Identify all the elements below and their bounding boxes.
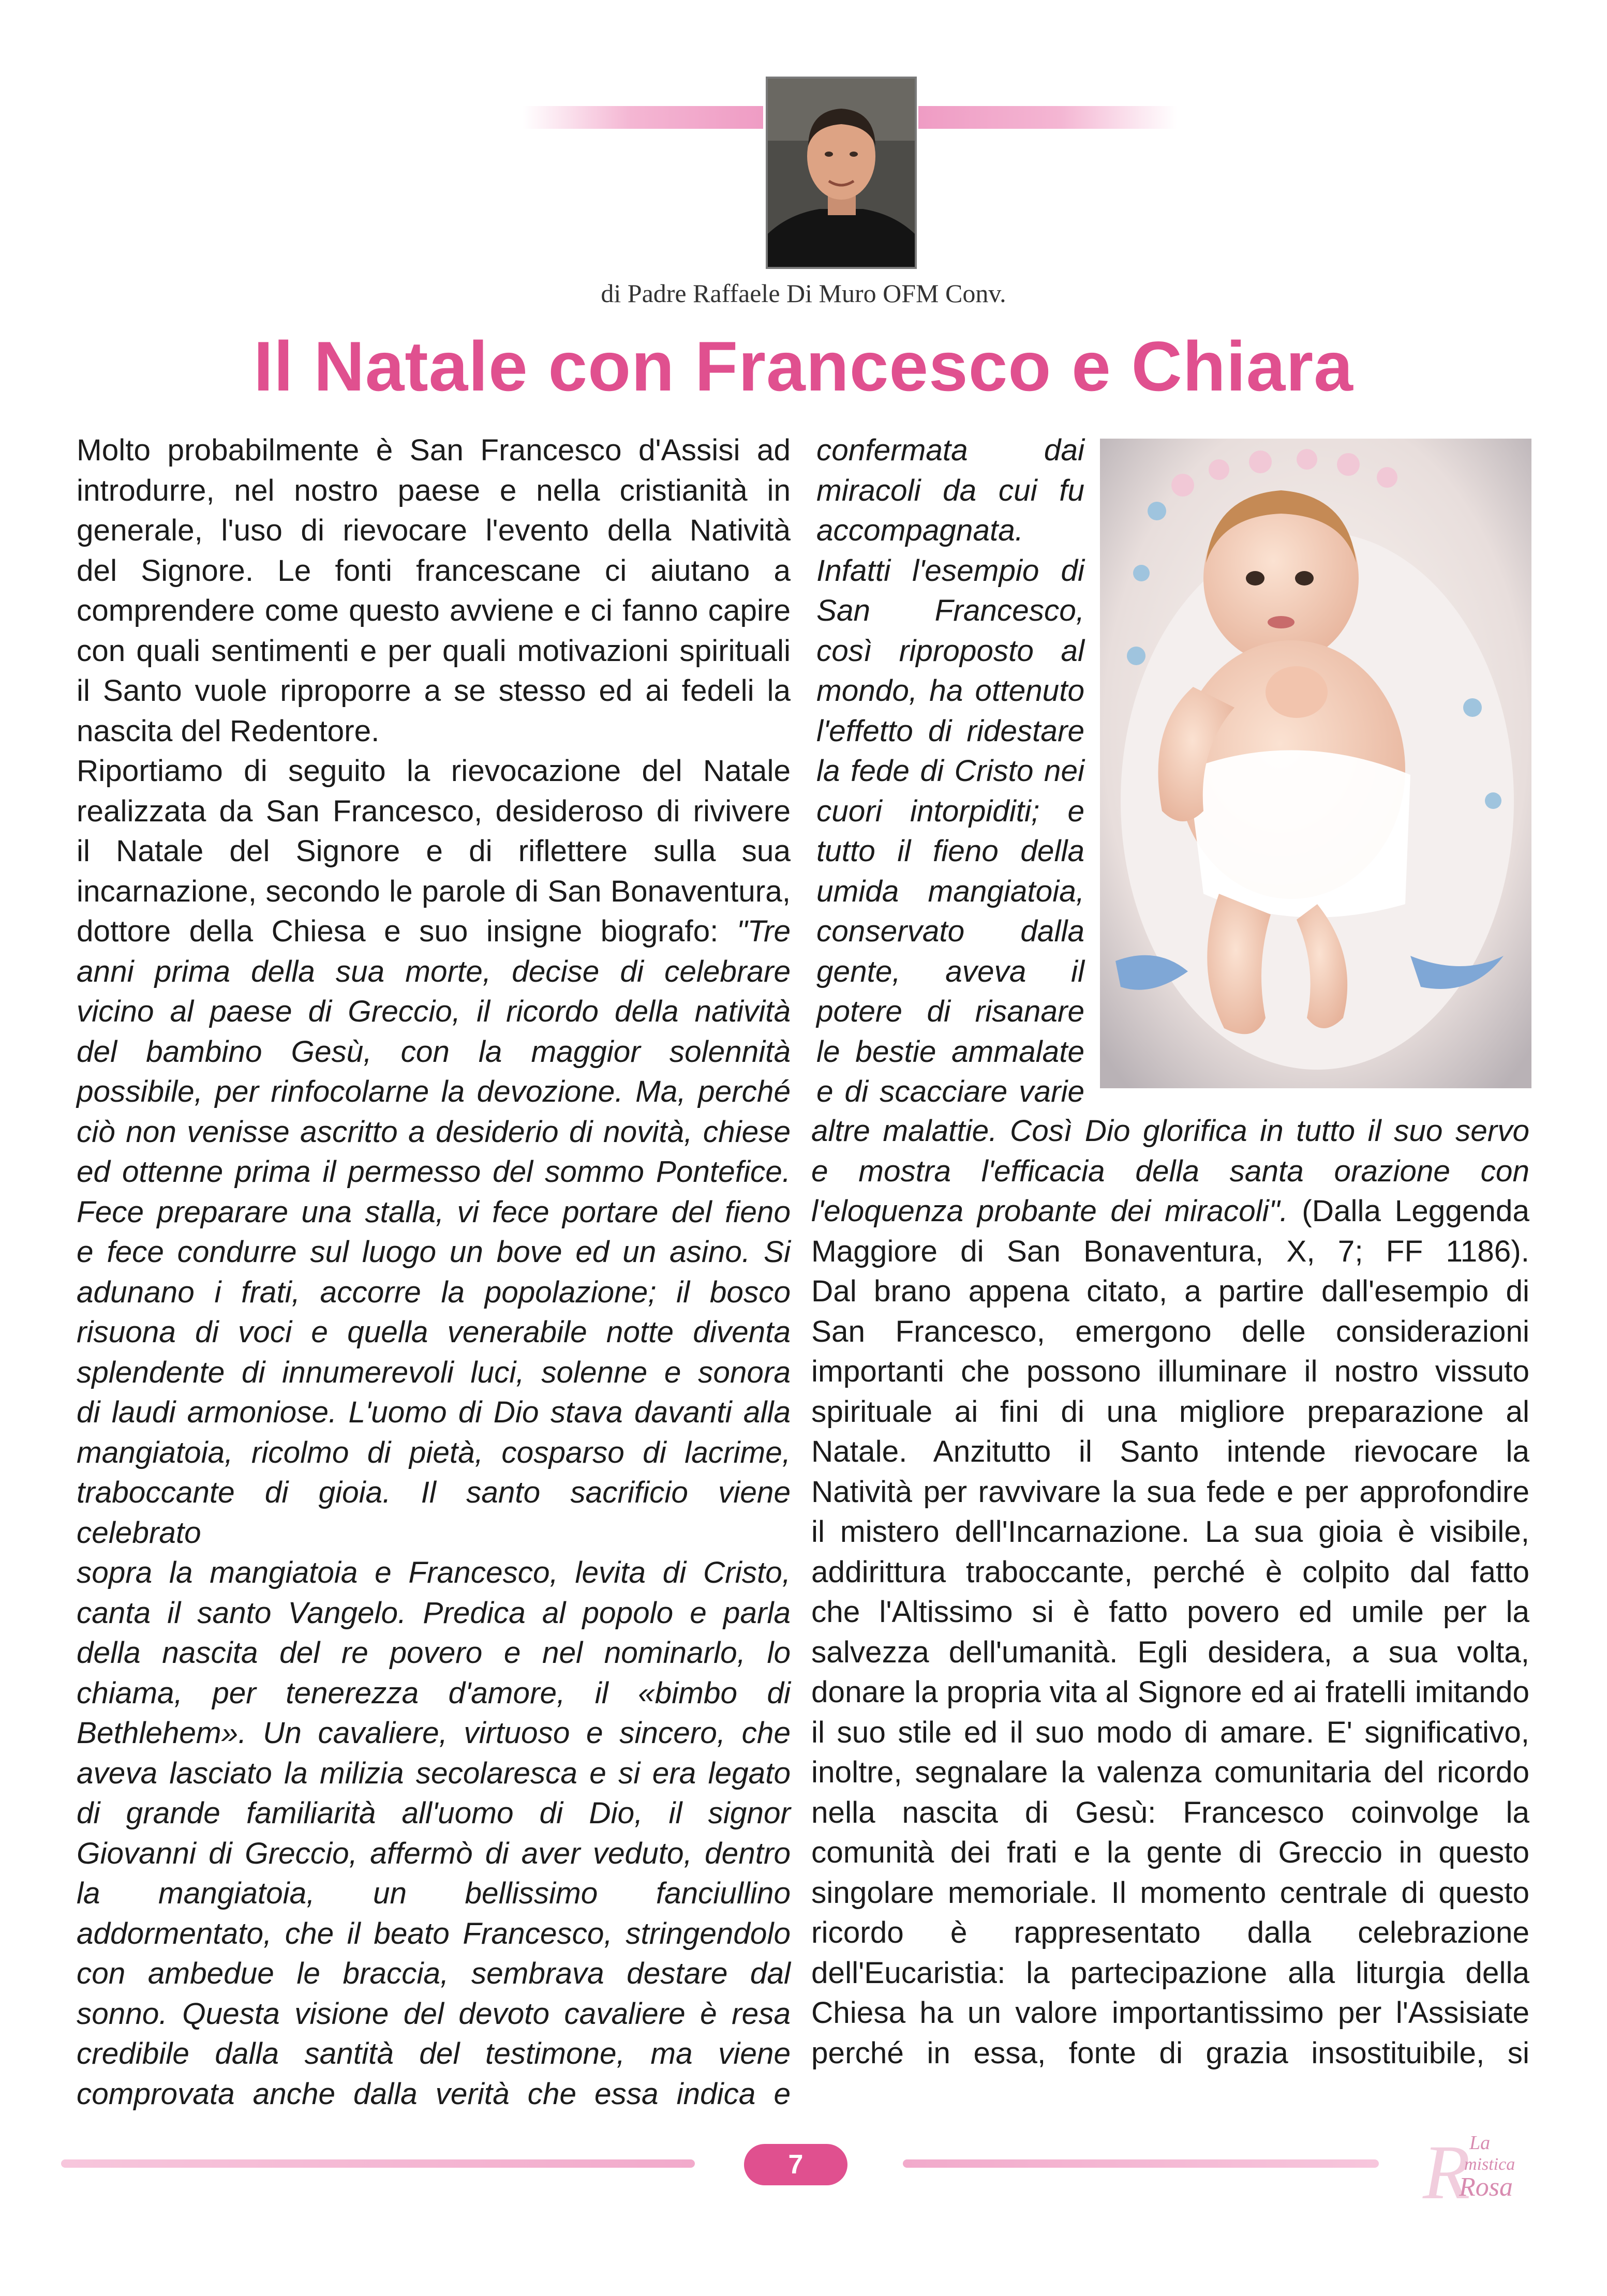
text-line: l'effetto di ridestare bbox=[816, 714, 1084, 748]
text-line: il Santo vuole riproporre a se stesso ed ai fedeli la bbox=[77, 674, 791, 708]
text-line: spirituale ai fini di una migliore preparazione al bbox=[811, 1394, 1529, 1429]
text-line: accompagnata. bbox=[816, 514, 1024, 547]
text-line: generale, l'uso di rievocare l'evento della Natività bbox=[77, 514, 791, 547]
text-line: Chiesa ha un valore importantissimo per l'Assisiate bbox=[811, 1996, 1529, 2030]
text-line: addormentato, che il beato Francesco, stringendolo bbox=[77, 1916, 791, 1950]
text-line: vicino al paese di Greccio, il ricordo della natività bbox=[77, 995, 791, 1028]
text-line: mondo, ha ottenuto bbox=[816, 674, 1084, 708]
text-line: comprovata anche dalla verità che essa indica e bbox=[77, 2077, 791, 2111]
text-line: salvezza dell'umanità. Egli desidera, a sua volta, bbox=[811, 1635, 1529, 1669]
text-line: Natale. Anzitutto il Santo intende rievocare la bbox=[811, 1435, 1529, 1468]
text-line: di grande familiarità all'uomo di Dio, il signor bbox=[77, 1796, 791, 1830]
logo-la: La bbox=[1469, 2132, 1491, 2154]
text-line bbox=[811, 1191, 1529, 1232]
text-line: con ambedue le braccia, sembrava destare dal bbox=[77, 1957, 791, 1990]
text-line: miracoli da cui fu bbox=[816, 473, 1084, 507]
text-run: (Dalla Leggenda bbox=[1302, 1194, 1529, 1228]
text-line: Natività per ravvivare la sua fede e per approfondire bbox=[811, 1475, 1529, 1509]
page-number-badge: 7 bbox=[744, 2144, 847, 2185]
text-line: incarnazione, secondo le parole di San Bonaventura, bbox=[77, 874, 791, 908]
text-line: dell'Eucaristia: la partecipazione alla liturgia della bbox=[811, 1956, 1529, 1990]
text-line: sopra la mangiatoia e Francesco, levita di Cristo, bbox=[77, 1556, 791, 1589]
text-line: la mangiatoia, un bellissimo fanciullino bbox=[77, 1877, 791, 1910]
logo-mistica: mistica bbox=[1464, 2155, 1515, 2174]
text-line: cuori intorpiditi; e bbox=[816, 794, 1084, 828]
text-line: tutto il fieno della bbox=[816, 834, 1084, 868]
text-line: San Francesco, emergono delle considerazioni bbox=[811, 1314, 1529, 1348]
text-line: perché in essa, fonte di grazia insostituibile, si bbox=[811, 2036, 1529, 2070]
text-line: Giovanni di Greccio, affermò di aver veduto, dentro bbox=[77, 1836, 791, 1870]
text-line: con quali sentimenti e per quali motivazioni spirituali bbox=[77, 634, 791, 668]
text-line: del Signore. Le fonti francescane ci aiutano a bbox=[77, 553, 791, 588]
text-line: e fece condurre sul luogo un bove ed un asino. Si bbox=[77, 1235, 791, 1269]
infant-statue-graphic bbox=[1100, 439, 1531, 1088]
text-line: la fede di Cristo nei bbox=[816, 754, 1084, 788]
text-line: confermata dai bbox=[816, 433, 1084, 467]
article-title: Il Natale con Francesco e Chiara bbox=[254, 327, 1353, 406]
logo-rosa: Rosa bbox=[1459, 2172, 1513, 2202]
text-line: canta il santo Vangelo. Predica al popolo e parla bbox=[77, 1596, 791, 1630]
text-line: ciò non venisse ascritto a desiderio di novità, chiese bbox=[77, 1115, 791, 1149]
text-line: Riportiamo di seguito la rievocazione del Natale bbox=[77, 754, 791, 788]
text-line: Dal brano appena citato, a partire dall'esempio di bbox=[811, 1274, 1529, 1308]
footer-decor-bar-left bbox=[61, 2159, 695, 2168]
text-line: traboccante di gioia. Il santo sacrificio viene celebrato bbox=[77, 1476, 791, 1550]
author-portrait bbox=[766, 77, 917, 269]
text-line: conservato dalla bbox=[816, 914, 1084, 948]
text-line: umida mangiatoia, bbox=[816, 874, 1084, 908]
infant-jesus-image bbox=[1100, 439, 1531, 1088]
text-run: "Tre bbox=[736, 914, 791, 948]
text-run: dottore della Chiesa e suo insigne biografo: bbox=[77, 914, 737, 948]
text-line: gente, aveva il bbox=[816, 954, 1084, 988]
text-line: credibile dalla santità del testimone, ma viene bbox=[77, 2037, 791, 2070]
text-line: Molto probabilmente è San Francesco d'Assisi ad bbox=[77, 433, 791, 467]
text-line: il Natale del Signore e di riflettere sulla sua bbox=[77, 834, 791, 868]
text-line: importanti che possono illuminare il nostro vissuto bbox=[811, 1355, 1529, 1388]
text-line: potere di risanare bbox=[816, 995, 1084, 1028]
text-line: aveva lasciato la milizia secolaresca e si era legato bbox=[77, 1756, 791, 1790]
text-run: l'eloquenza probante dei miracoli". bbox=[811, 1194, 1302, 1228]
text-line: così riproposto al bbox=[816, 634, 1084, 668]
text-line: altre malattie. Così Dio glorifica in tutto il suo servo bbox=[811, 1114, 1529, 1148]
text-line: chiama, per tenerezza d'amore, il «bimbo di bbox=[77, 1676, 791, 1710]
portrait-photo-graphic bbox=[768, 79, 915, 267]
text-line: San Francesco, bbox=[816, 594, 1084, 627]
text-line: ricordo è rappresentato dalla celebrazione bbox=[811, 1916, 1529, 1949]
text-line: realizzata da San Francesco, desideroso di rivivere bbox=[77, 794, 791, 828]
text-line: che l'Altissimo si è fatto povero ed umile per la bbox=[811, 1595, 1529, 1629]
text-line bbox=[77, 911, 791, 952]
text-line: possibile, per rinfocolarne la devozione. Ma, perché bbox=[77, 1075, 791, 1108]
text-line: risuona di voci e quella venerabile notte diventa bbox=[77, 1315, 791, 1349]
text-line: ed ottenne prima il permesso del sommo Pontefice. bbox=[77, 1155, 791, 1189]
text-line: splendente di innumerevoli luci, solenne e sonora bbox=[77, 1355, 791, 1389]
author-byline: di Padre Raffaele Di Muro OFM Conv. bbox=[601, 279, 1006, 308]
text-line: e di scacciare varie bbox=[816, 1075, 1084, 1108]
text-line: le bestie ammalate bbox=[816, 1034, 1084, 1069]
text-line: e mostra l'efficacia della santa orazione con bbox=[811, 1154, 1529, 1188]
text-line: Maggiore di San Bonaventura, X, 7; FF 1186). bbox=[811, 1234, 1529, 1268]
text-line: Bethlehem». Un cavaliere, virtuoso e sincero, che bbox=[77, 1716, 791, 1750]
header-decor-bar-left bbox=[523, 106, 763, 129]
text-line: nella nascita di Gesù: Francesco coinvolge la bbox=[811, 1795, 1529, 1829]
text-line: Infatti l'esempio di bbox=[816, 553, 1084, 588]
text-line: sonno. Questa visione del devoto cavaliere è resa bbox=[77, 1997, 791, 2031]
text-line: il mistero dell'Incarnazione. La sua gioia è visibile, bbox=[811, 1515, 1529, 1549]
text-line: Fece preparare una stalla, vi fece portare del fieno bbox=[77, 1195, 791, 1229]
text-line: donare la propria vita al Signore ed ai fratelli imitando bbox=[811, 1675, 1529, 1709]
text-line: singolare memoriale. Il momento centrale di questo bbox=[811, 1875, 1529, 1910]
la-mistica-rosa-logo bbox=[1392, 2118, 1526, 2211]
text-line: comprendere come questo avviene e ci fanno capire bbox=[77, 594, 791, 627]
article-column-left bbox=[77, 430, 791, 2114]
text-line: mangiatoia, ricolmo di pietà, cosparso di lacrime, bbox=[77, 1435, 791, 1469]
text-line: del bambino Gesù, con la maggior solennità bbox=[77, 1034, 791, 1069]
text-line: della nascita del re povero e nel nominarlo, lo bbox=[77, 1636, 791, 1670]
article-column-right-bottom bbox=[811, 1111, 1529, 2073]
text-line: nascita del Redentore. bbox=[77, 714, 380, 748]
article-column-right-top bbox=[816, 430, 1084, 1112]
header-decor-bar-right bbox=[918, 106, 1177, 129]
text-line: comunità dei frati e la gente di Greccio in questo bbox=[811, 1836, 1529, 1869]
text-line: il suo stile ed il suo modo di amare. E' significativo, bbox=[811, 1715, 1529, 1749]
footer-decor-bar-right bbox=[903, 2159, 1379, 2168]
text-line: inoltre, segnalare la valenza comunitaria del ricordo bbox=[811, 1755, 1529, 1789]
text-line: anni prima della sua morte, decise di celebrare bbox=[77, 954, 791, 988]
text-line: addirittura traboccante, perché è colpito dal fatto bbox=[811, 1555, 1529, 1589]
text-line: di laudi armoniose. L'uomo di Dio stava davanti alla bbox=[77, 1395, 791, 1429]
magazine-logo bbox=[1392, 2118, 1526, 2211]
text-line: introdurre, nel nostro paese e nella cristianità in bbox=[77, 473, 791, 507]
svg-text:R: R bbox=[1423, 2129, 1470, 2211]
text-line: adunano i frati, accorre la popolazione; il bosco bbox=[77, 1275, 791, 1309]
